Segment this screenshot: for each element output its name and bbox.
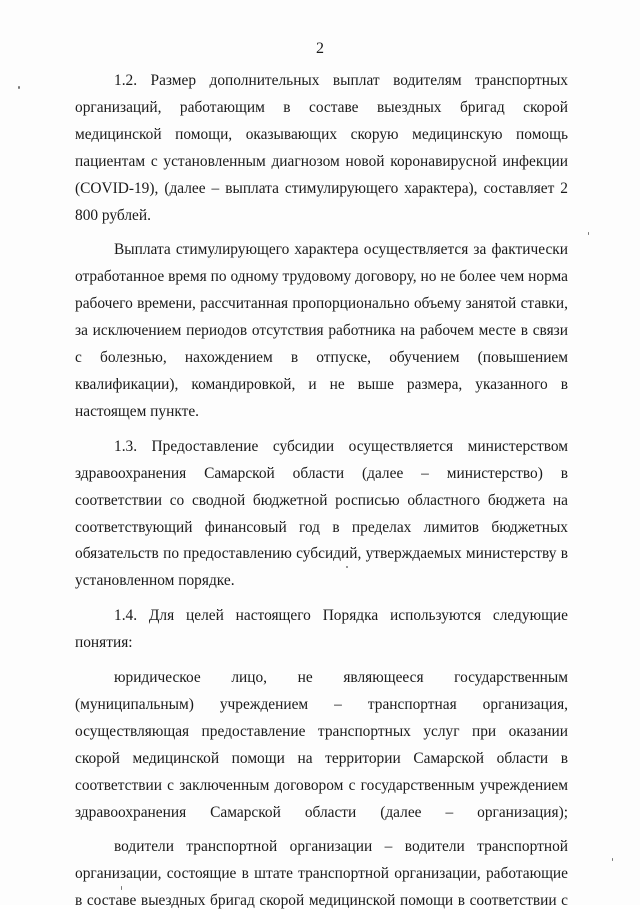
paragraph-1-2: 1.2. Размер дополнительных выплат водителям транспортных организаций, работающим в составе выездных бригад скорой медицинской помощи, оказывающих скорую медицинскую помощь пациентам с установленным диагнозом новой коронавирусной инфекции (COVID-19), (далее – выплата стимулирующего характера), составляет 2 800 рублей. (75, 72, 568, 224)
definition-drivers: водители транспортной организации – водители транспортной организации, состоящие в штате транспортной организации, работающие в составе выездных бригад скорой медицинской помощи в соответствии с (75, 838, 568, 910)
page-number: 2 (316, 40, 324, 57)
scan-speck (346, 566, 348, 568)
paragraph-1-4: 1.4. Для целей настоящего Порядка используются следующие понятия: (75, 607, 568, 652)
scan-speck (121, 886, 122, 890)
scan-speck (588, 232, 589, 235)
paragraph-1-3: 1.3. Предоставление субсидии осуществляется министерством здравоохранения Самарской области (далее – министерство) в соответствии со сводной бюджетной росписью областного бюджета на соответствующий финансовый год в пределах лимитов бюджетных обязательств по предоставлению субсидий, утверждаемых министерству в установленном порядке. (75, 437, 568, 590)
paragraph-payment-terms: Выплата стимулирующего характера осуществляется за фактически отработанное время по одному трудовому договору, но не более чем норма рабочего времени, рассчитанная пропорционально объему занятой ставки, за исключением периодов отсутствия работника на рабочем месте в связи с болезнью, нахождением в отпуске, обучением (повышением квалификации), командировкой, и не выше размера, указанного в настоящем пункте. (75, 241, 568, 420)
scan-speck (18, 86, 20, 89)
scan-speck (612, 858, 613, 861)
definition-organization: юридическое лицо, не являющееся государственным (муниципальным) учреждением – транспортная организация, осуществляющая предоставление транспортных услуг при оказании скорой медицинской помощи на территории Самарской области в соответствии с заключенным договором с государственным учреждением здравоохранения Самарской области (далее – организация); (75, 669, 568, 821)
document-body (75, 68, 568, 915)
